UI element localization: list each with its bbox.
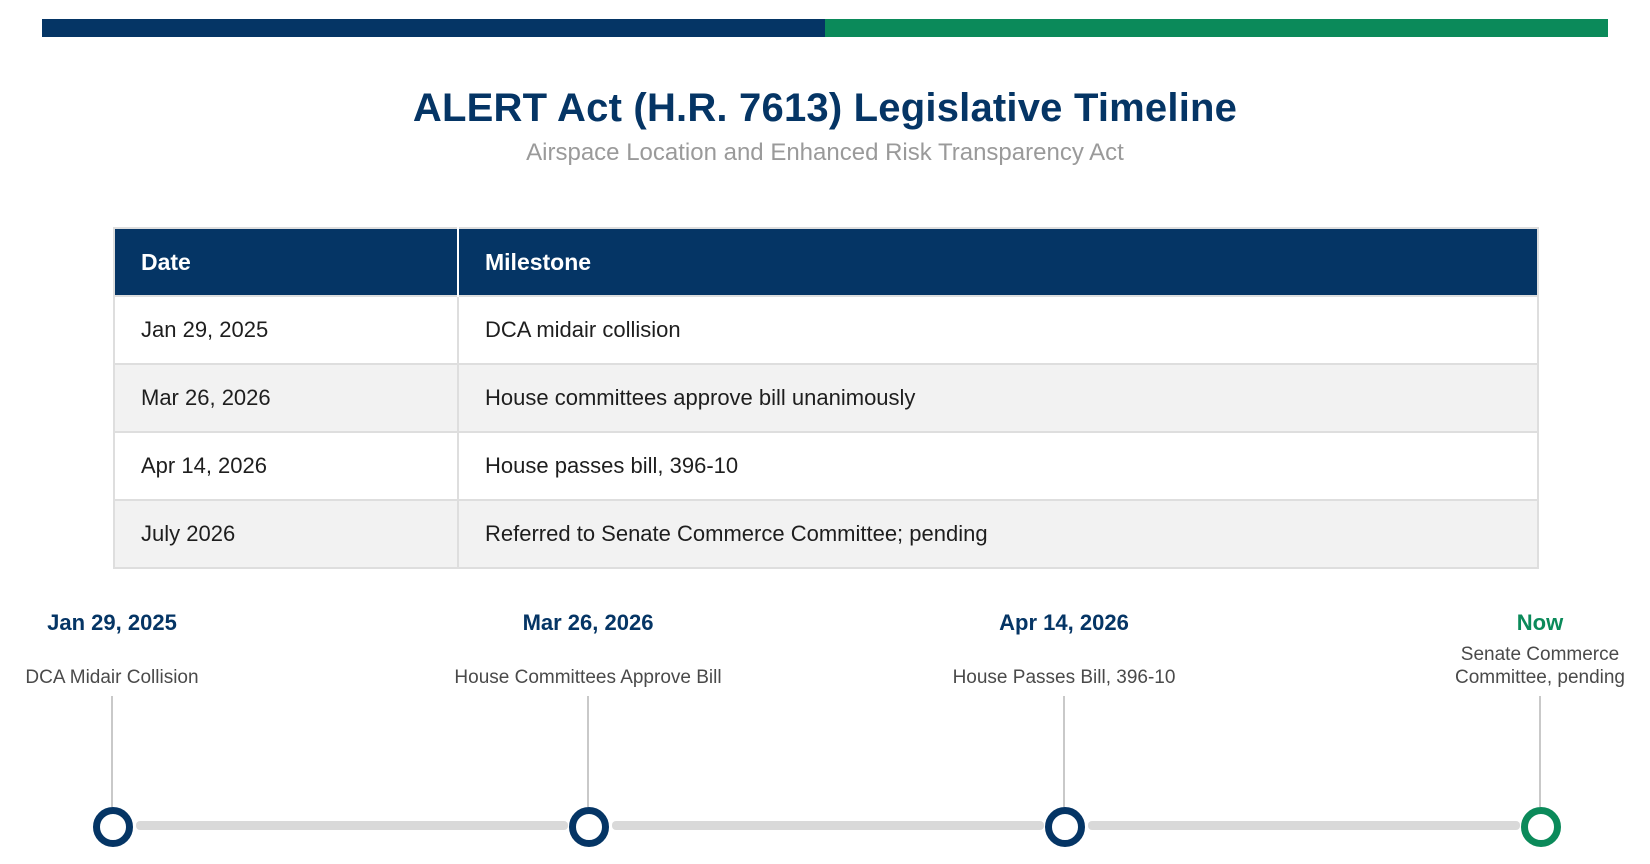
timeline-label-line-1: Senate Commerce	[1460, 644, 1620, 665]
accent-bar-green-segment	[825, 19, 1608, 37]
table-cell-date: Mar 26, 2026	[114, 364, 458, 432]
timeline-stem	[1063, 696, 1065, 807]
timeline-stem	[587, 696, 589, 807]
timeline-date: Mar 26, 2026	[522, 610, 654, 635]
timeline-label-line-2: Committee, pending	[1454, 667, 1626, 688]
table-row	[114, 500, 1538, 568]
table-row	[114, 364, 1538, 432]
timeline-item	[0, 600, 272, 864]
table-row	[114, 432, 1538, 500]
timeline-node-icon	[1045, 807, 1085, 847]
timeline	[0, 600, 1650, 864]
timeline-item	[904, 600, 1224, 864]
timeline-date-now: Now	[1516, 610, 1564, 635]
timeline-label: House Passes Bill, 396-10	[952, 667, 1176, 688]
timeline-stem	[1539, 696, 1541, 807]
timeline-node-icon	[569, 807, 609, 847]
timeline-date: Apr 14, 2026	[999, 610, 1129, 635]
page-title: ALERT Act (H.R. 7613) Legislative Timeline	[412, 86, 1238, 130]
accent-bar	[42, 19, 1608, 37]
table-cell-milestone: Referred to Senate Commerce Committee; pending	[458, 500, 1538, 568]
timeline-label: House Committees Approve Bill	[454, 667, 722, 688]
timeline-node-icon	[93, 807, 133, 847]
timeline-item	[428, 600, 748, 864]
table-cell-milestone: House committees approve bill unanimously	[458, 364, 1538, 432]
table-cell-date: Apr 14, 2026	[114, 432, 458, 500]
table-cell-milestone: DCA midair collision	[458, 296, 1538, 364]
table-row	[114, 296, 1538, 364]
timeline-label: DCA Midair Collision	[25, 667, 199, 688]
timeline-stem	[111, 696, 113, 807]
accent-bar-navy-segment	[42, 19, 825, 37]
table-cell-date: Jan 29, 2025	[114, 296, 458, 364]
table-cell-milestone: House passes bill, 396-10	[458, 432, 1538, 500]
milestones-table	[113, 227, 1539, 569]
table-header-row	[114, 228, 1538, 296]
timeline-node-current-icon	[1521, 807, 1561, 847]
column-header-date: Date	[114, 228, 458, 296]
table-cell-date: July 2026	[114, 500, 458, 568]
timeline-item-current	[1380, 600, 1650, 864]
page-subtitle: Airspace Location and Enhanced Risk Transparency Act	[526, 139, 1124, 166]
column-header-milestone: Milestone	[458, 228, 1538, 296]
timeline-date: Jan 29, 2025	[47, 610, 177, 635]
